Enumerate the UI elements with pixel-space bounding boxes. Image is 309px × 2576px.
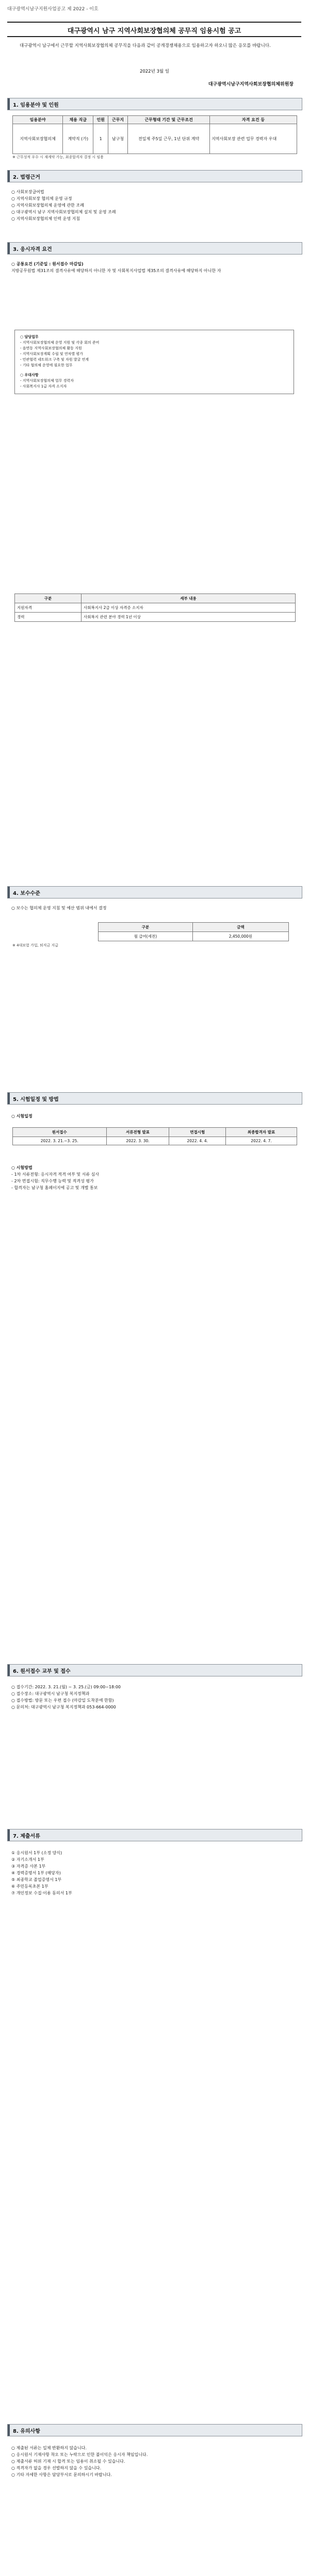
list-item: ③ 자격증 사본 1부 <box>11 1864 46 1869</box>
page-title: 대구광역시 남구 지역사회보장협의체 공무직 임용시험 공고 <box>67 27 241 35</box>
table-row: 지역사회보장협의체 계약직 (가) 1 남구청 전일제 주5일 근무, 1년 단위 계약 지역사회보장 관련 업무 경력자 우대 <box>13 124 297 154</box>
list-item: ② 자기소개서 1부 <box>11 1857 44 1862</box>
docs-list <box>11 1850 298 1896</box>
list-item: ○ 접수방법: 방문 또는 우편 접수 (마감일 도착분에 한함) <box>11 1698 114 1703</box>
list-item: ○ 문의처: 대구광역시 남구청 복지정책과 053-664-0000 <box>11 1705 116 1709</box>
announcement-date: 2022년 3월 일 <box>139 69 170 74</box>
list-item: ○ 제출서류 허위 기재 시 합격 또는 임용이 취소될 수 있습니다. <box>11 2459 125 2464</box>
section-header-pay: 4. 보수수준 <box>7 886 302 899</box>
list-item: - 지역사회보장협의체 업무 경력자 <box>20 379 74 383</box>
col-type: 근무형태 기간 및 근무조건 <box>128 116 210 124</box>
section-header-laws: 2. 법령근거 <box>7 170 302 182</box>
list-item: ○ 사회보장급여법 <box>11 190 44 194</box>
list-item: ○ 접수기간: 2022. 3. 21.(월) ~ 3. 25.(금) 09:00~18:00 <box>11 1685 121 1689</box>
list-item: ○ 지역사회보장협의체 인력 운영 지침 <box>11 216 80 221</box>
list-item: - 합격자는 남구청 홈페이지에 공고 및 개별 통보 <box>11 1185 98 1190</box>
pay-intro: ○ 보수는 협의체 운영 지침 및 예산 범위 내에서 결정 <box>11 906 107 910</box>
col-qual: 자격 요건 등 <box>210 116 297 124</box>
list-item: ○ 적격자가 없을 경우 선발하지 않을 수 있습니다. <box>11 2466 102 2470</box>
positions-table <box>12 115 297 154</box>
table-row: 2022. 3. 21.~3. 25. 2022. 3. 30. 2022. 4. 4. 2022. 4. 7. <box>13 1137 297 1145</box>
positions-note: ※ 근무성적 우수 시 재계약 가능, 최종합격자 결정 시 임용 <box>12 155 104 159</box>
list-item: ⑥ 주민등록초본 1부 <box>11 1884 48 1889</box>
req-common: ○ 공통요건 (기준일 : 원서접수 마감일) 지방공무원법 제31조의 결격사유에 해당하지 아니한 자 및 사회복지사업법 제35조의 결격사유에 해당하지 아니한 자 <box>11 262 221 273</box>
notes-list <box>11 2445 298 2478</box>
doc-number: 대구광역시남구지원사업공고 제 2022 - 이호 <box>7 7 99 12</box>
schedule-table: 원서접수 서류전형 발표 면접시험 최종합격자 발표 2022. 3. 21.~3. 25. 2022. 3. 30. 2022. 4. 4. 2022. 4. 7. <box>12 1127 297 1145</box>
duty-box: ○ 담당업무 - 지역사회보장협의체 운영 지원 및 각종 회의 준비 - 읍면동 지역사회보장협의체 활동 지원 - 지역사회보장계획 수립 및 연차별 평가 - 민관협력 네트워크 구축 및 자원 발굴 연계 - 기타 협의체 운영에 필요한 업무 ○ 우대사항 - 지역사회보장협의체 업무 경력자 - 사회복지사 1급 자격 소지자 <box>14 330 294 394</box>
list-item: - 지역사회보장협의체 운영 지원 및 각종 회의 준비 <box>20 341 100 345</box>
schedule-title: ○ 시험일정 <box>11 1114 32 1118</box>
section-header-schedule: 5. 시험일정 및 방법 <box>7 1092 302 1105</box>
schedule-methods: ○ 시험방법 - 1차 서류전형: 응시자격 적격 여부 및 서류 심사 - 2차 면접시험: 직무수행 능력 및 적격성 평가 - 합격자는 남구청 홈페이지에 공고 및 개별 통보 <box>11 1164 298 1191</box>
section-header-apply: 6. 원서접수 교부 및 접수 <box>7 1664 302 1676</box>
section-header-docs: 7. 제출서류 <box>7 1829 302 1841</box>
intro-text: 대구광역시 남구에서 근무할 지역사회보장협의체 공무직을 다음과 같이 공개경쟁채용으로 임용하고자 하오니 많은 응모를 바랍니다. <box>20 43 271 48</box>
apply-list <box>11 1684 298 1710</box>
section-header-positions: 1. 임용분야 및 인원 <box>7 98 302 110</box>
col-grade: 채용 직급 <box>63 116 93 124</box>
table-row: 경력 사회복지 관련 분야 경력 1년 이상 <box>15 613 296 622</box>
list-item: - 1차 서류전형: 응시자격 적격 여부 및 서류 심사 <box>11 1172 100 1177</box>
col-place: 근무지 <box>108 116 127 124</box>
title-box <box>7 22 301 37</box>
list-item: ○ 지역사회보장 협의체 운영 규정 <box>11 196 72 201</box>
list-item: - 지역사회보장계획 수립 및 연차별 평가 <box>20 352 83 356</box>
requirements-table: 구분 세부 내용 지원자격 사회복지사 2급 이상 자격증 소지자 경력 사회복지 관련 분야 경력 1년 이상 <box>14 594 296 622</box>
list-item: ○ 제출된 서류는 일체 반환하지 않습니다. <box>11 2446 87 2450</box>
list-item: ④ 경력증명서 1부 (해당자) <box>11 1871 61 1875</box>
list-item: - 사회복지사 1급 자격 소지자 <box>20 384 67 388</box>
table-row: 지원자격 사회복지사 2급 이상 자격증 소지자 <box>15 603 296 613</box>
col-count: 인원 <box>93 116 108 124</box>
list-item: ○ 기타 자세한 사항은 담당부서로 문의하시기 바랍니다. <box>11 2472 112 2477</box>
col-field: 임용분야 <box>13 116 63 124</box>
list-item: - 2차 면접시험: 직무수행 능력 및 적격성 평가 <box>11 1179 94 1183</box>
list-item: ○ 응시원서 기재사항 착오 또는 누락으로 인한 불이익은 응시자 책임입니다. <box>11 2452 148 2457</box>
list-item: ○ 대구광역시 남구 지역사회보장협의체 설치 및 운영 조례 <box>11 210 116 214</box>
laws-list <box>11 189 298 222</box>
table-row: 월 급여(세전) 2,450,000원 <box>99 932 289 941</box>
issuing-org: 대구광역시남구지역사회보장협의체위원장 <box>208 82 294 87</box>
list-item: - 읍면동 지역사회보장협의체 활동 지원 <box>20 346 82 350</box>
list-item: ⑦ 개인정보 수집·이용 동의서 1부 <box>11 1891 72 1895</box>
list-item: ○ 지역사회보장협의체 운영에 관한 조례 <box>11 203 84 208</box>
section-header-notes: 8. 유의사항 <box>7 2424 302 2436</box>
list-item: - 기타 협의체 운영에 필요한 업무 <box>20 363 73 367</box>
list-item: ⑤ 최종학교 졸업증명서 1부 <box>11 1877 62 1882</box>
list-item: - 민관협력 네트워크 구축 및 자원 발굴 연계 <box>20 358 89 362</box>
section-header-requirements: 3. 응시자격 요건 <box>7 242 302 255</box>
pay-note: ※ 4대보험 가입, 퇴직금 지급 <box>12 943 59 947</box>
list-item: ○ 접수장소: 대구광역시 남구청 복지정책과 <box>11 1691 90 1696</box>
pay-table: 구분 금액 월 급여(세전) 2,450,000원 <box>98 922 289 941</box>
list-item: ① 응시원서 1부 (소정 양식) <box>11 1851 62 1855</box>
